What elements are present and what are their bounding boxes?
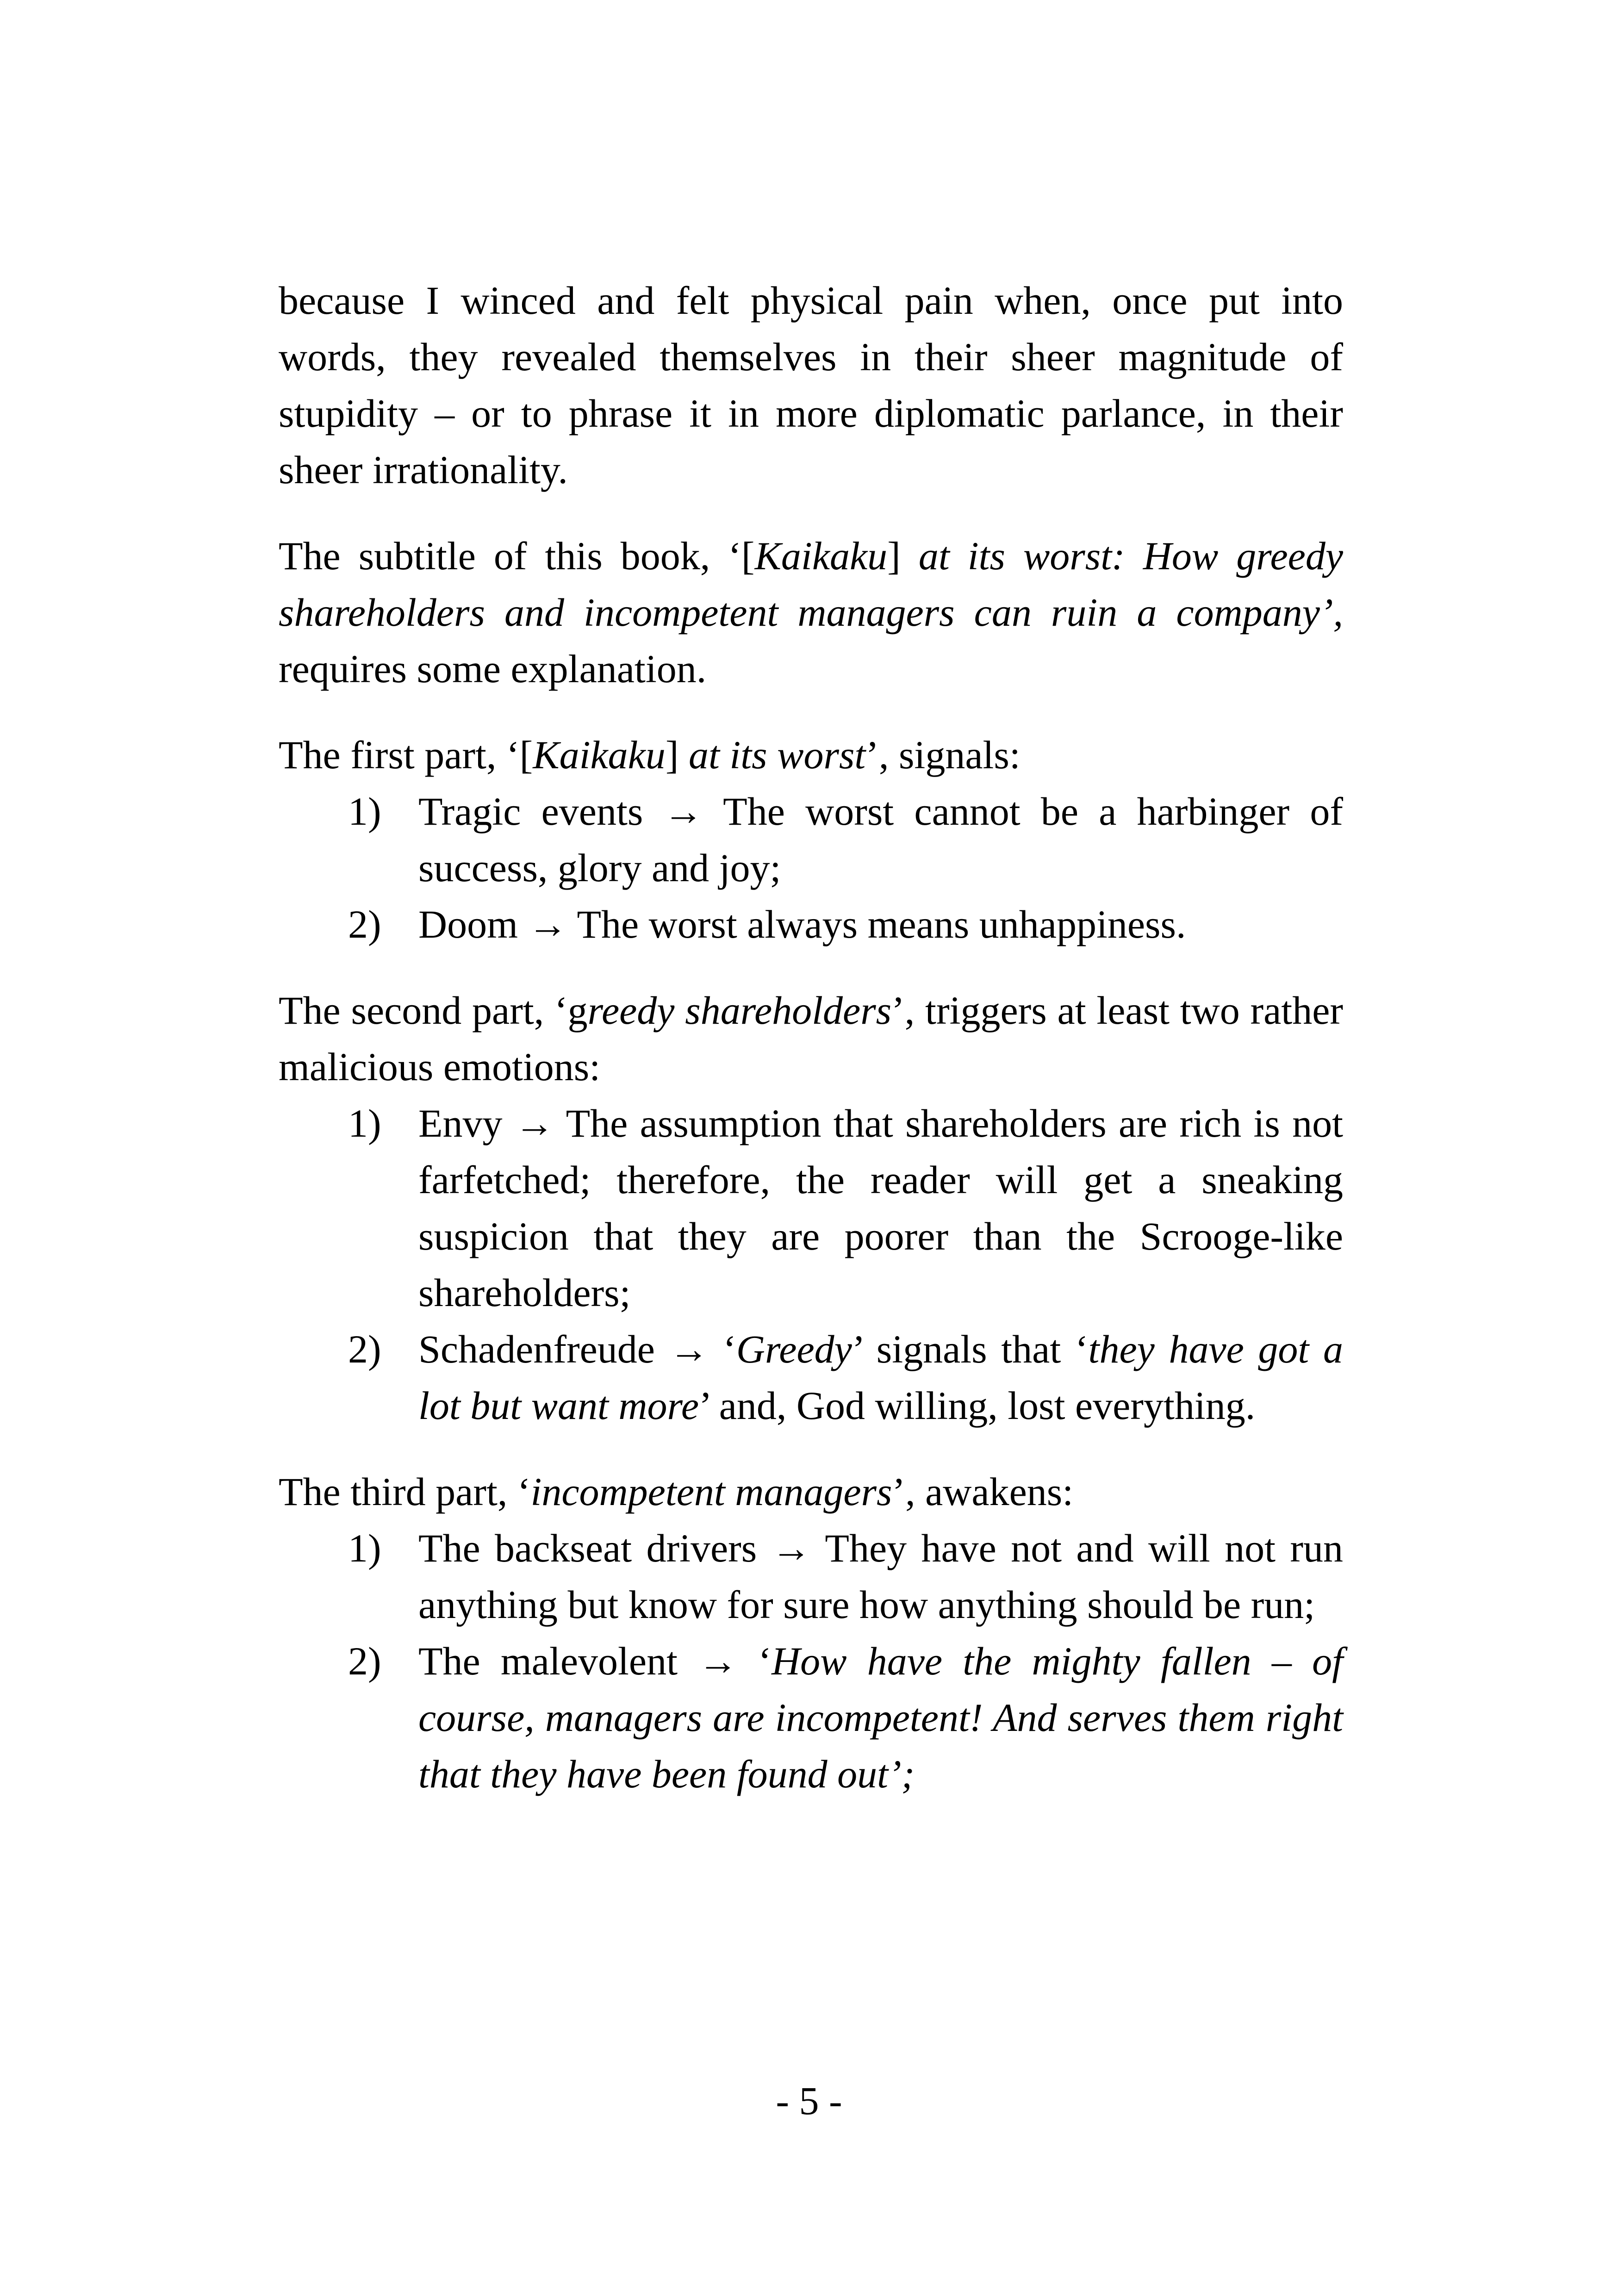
list-second-part	[279, 1095, 1343, 1434]
italic-term: Kaikaku	[754, 534, 888, 578]
paragraph-first-part	[279, 727, 1343, 783]
text-run: The second part, ‘g	[279, 988, 588, 1033]
text-run: ’ signals that ‘	[852, 1327, 1089, 1371]
list-first-part	[279, 783, 1343, 952]
list-number: 2)	[348, 1327, 381, 1371]
italic-phrase: at its worst	[688, 733, 866, 777]
italic-phrase: Greedy	[736, 1327, 852, 1371]
text-run: requires some explanation.	[279, 647, 707, 691]
italic-phrase: reedy shareholders	[587, 988, 892, 1033]
italic-subtitle: at its worst: How greedy shareholders and incompetent managers can ruin a company’,	[279, 534, 1344, 635]
text-run: ]	[887, 534, 919, 578]
text-run: ]	[665, 733, 689, 777]
italic-quote: How have the mighty fallen – of course, managers are incompetent! And serves them right that they have been found out’;	[418, 1639, 1343, 1796]
list-item	[279, 896, 1343, 952]
list-item	[279, 1095, 1343, 1321]
text-run: ’, signals:	[865, 733, 1021, 777]
paragraph-second-part	[279, 982, 1343, 1095]
text-run: The malevolent → ‘	[418, 1639, 772, 1683]
list-item-text: Doom → The worst always means unhappiness.	[418, 902, 1186, 946]
text-run: ’ and, God willing, lost everything.	[699, 1383, 1256, 1428]
paragraph-third-part	[279, 1463, 1343, 1520]
italic-phrase: they have got a lot but want more	[418, 1327, 1343, 1428]
list-item	[279, 783, 1343, 896]
list-item	[279, 1520, 1343, 1633]
text-run: The first part, ‘[	[279, 733, 533, 777]
list-number: 1)	[348, 1101, 381, 1145]
list-number: 1)	[348, 1526, 381, 1570]
italic-phrase: incompetent managers	[530, 1469, 892, 1514]
list-third-part	[279, 1520, 1343, 1802]
list-item	[279, 1321, 1343, 1434]
paragraph-1: because I winced and felt physical pain when, once put into words, they revealed themselves in their sheer magnitude of stupidity – or to phrase it in more diplomatic parlance, in their sheer irrationality.	[279, 278, 1343, 492]
list-number: 2)	[348, 1639, 381, 1683]
text-run: The subtitle of this book, ‘[	[279, 534, 755, 578]
text-run: The third part, ‘	[279, 1469, 531, 1514]
text-run: ’, awakens:	[892, 1469, 1074, 1514]
list-number: 2)	[348, 902, 381, 946]
paragraph-subtitle-explanation	[279, 528, 1343, 697]
list-item-text: Tragic events → The worst cannot be a harbinger of success, glory and joy;	[418, 789, 1343, 890]
body-text	[279, 272, 1343, 1802]
italic-term: Kaikaku	[533, 733, 666, 777]
list-item	[279, 1633, 1343, 1802]
page-number: - 5 -	[776, 2078, 842, 2123]
text-run: ’, triggers at least two rather malicious emotions:	[279, 988, 1344, 1089]
list-item-text: The backseat drivers → They have not and will not run anything but know for sure how anything should be run;	[418, 1526, 1343, 1627]
list-item-text: Envy → The assumption that shareholders are rich is not farfetched; therefore, the reader will get a sneaking suspicion that they are poorer than the Scrooge-like shareholders;	[418, 1101, 1343, 1315]
list-number: 1)	[348, 789, 381, 834]
text-run: Schadenfreude → ‘	[418, 1327, 736, 1371]
